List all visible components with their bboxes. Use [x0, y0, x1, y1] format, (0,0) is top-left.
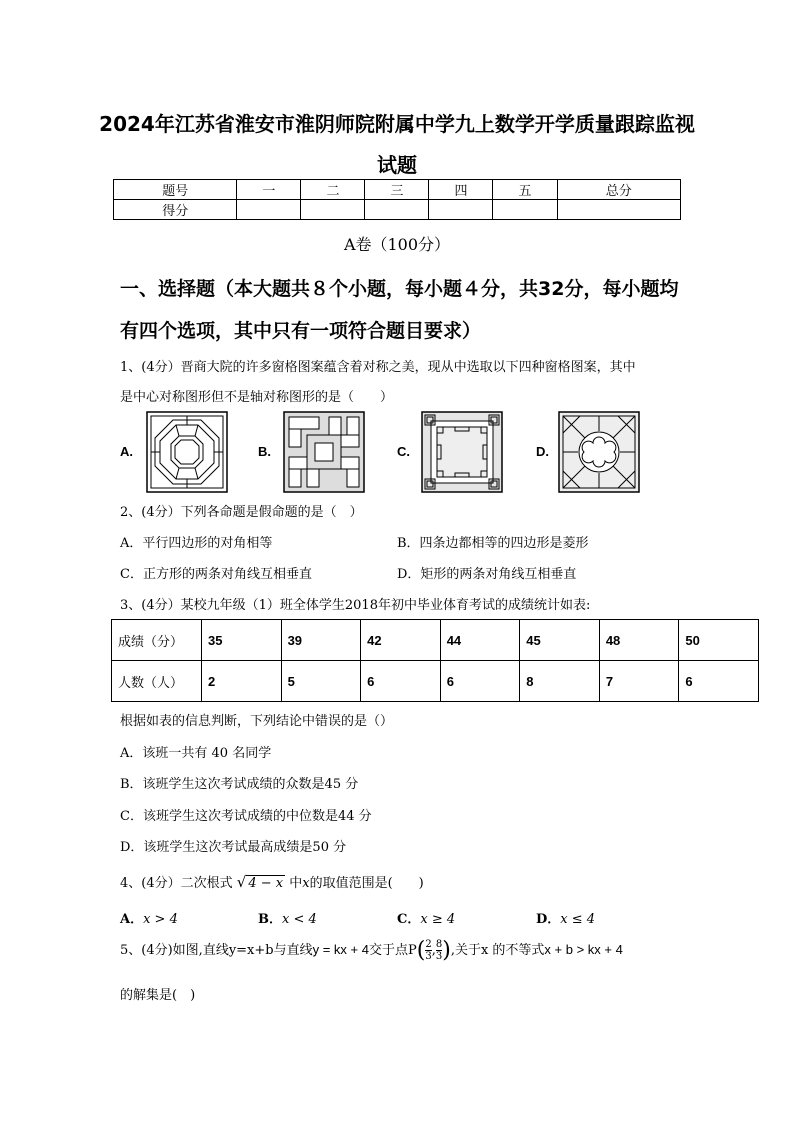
q3-option-d: D．该班学生这次考试最高成绩是50 分: [120, 840, 347, 855]
q4-tail: 的取值范围是( ): [309, 876, 424, 891]
q5-line-equation: y = kx + 4: [312, 942, 369, 957]
q3-count-cell: 5: [281, 661, 361, 702]
q3-count-cell: 6: [440, 661, 520, 702]
q3-score-cell: 42: [361, 620, 441, 661]
score-blank-cell[interactable]: [365, 200, 429, 220]
q2-option-c: C．正方形的两条对角线互相垂直: [120, 567, 312, 582]
score-row-label: 得分: [114, 200, 237, 220]
score-header-row: [114, 180, 681, 200]
section-a-heading: A卷（100分）: [343, 235, 451, 254]
q3-count-cell: 6: [679, 661, 759, 702]
q3-count-cell: 2: [202, 661, 282, 702]
q5-den1: 3: [425, 951, 432, 962]
score-blank-cell[interactable]: [493, 200, 557, 220]
part1-heading-line-1: 一、选择题（本大题共８个小题，每小题４分，共32分，每小题均: [120, 278, 679, 300]
q1-stem-line-1: 1、(4分）晋商大院的许多窗格图案蕴含着对称之美，现从中选取以下四种窗格图案，其中: [120, 360, 636, 375]
q4-option-c: [397, 908, 455, 927]
q5-inequality: x + b > kx + 4: [544, 942, 623, 957]
q4-option-c-label: C．: [397, 912, 421, 927]
q1-option-b-label: B.: [258, 444, 271, 459]
q3-judge: 根据如表的信息判断，下列结论中错误的是（）: [120, 714, 394, 729]
score-blank-cell[interactable]: [301, 200, 365, 220]
score-blank-cell[interactable]: [237, 200, 301, 220]
q3-score-cell: 50: [679, 620, 759, 661]
q5-num2: 8: [435, 939, 443, 950]
q5-den2: 3: [435, 951, 443, 962]
score-header-cell: 总分: [557, 180, 681, 200]
q5-stem: 5、(4分)如图,直线y=x+b与直线y = kx + 4交于点P( $\frac{2}{3}$ , $\frac{8}{3}$ ),关于x 的不等式x + b > kx + 4: [120, 938, 623, 963]
q4-option-a: [120, 908, 178, 927]
q3-score-cell: 48: [599, 620, 679, 661]
q2-option-a: A．平行四边形的对角相等: [120, 536, 273, 551]
q3-score-table: [111, 619, 759, 702]
right-paren-icon: ): [442, 938, 451, 963]
q3-score-cell: 45: [520, 620, 600, 661]
q4-option-d: [536, 908, 595, 927]
q5-mid: 交于点P: [368, 943, 417, 958]
q3-option-c: C．该班学生这次考试成绩的中位数是44 分: [120, 809, 372, 824]
q1-option-d-label: D.: [536, 444, 549, 459]
q3-score-row: [112, 620, 759, 661]
score-header-cell: 四: [429, 180, 493, 200]
fret-border-lattice-figure: [421, 411, 503, 493]
q4-option-d-label: D．: [536, 912, 561, 927]
q3-score-cell: 39: [281, 620, 361, 661]
q3-count-cell: 6: [361, 661, 441, 702]
q4-option-b-label: B．: [258, 912, 282, 927]
quatrefoil-lattice-figure: [558, 411, 640, 493]
q4-stem: [120, 872, 424, 891]
score-table: [113, 179, 681, 220]
sqrt-icon: √: [236, 873, 247, 891]
score-blank-cell[interactable]: [429, 200, 493, 220]
q4-option-b-text: x < 4: [282, 912, 317, 927]
score-header-cell: 五: [493, 180, 557, 200]
score-header-cell: 三: [365, 180, 429, 200]
q2-stem: 2、(4分）下列各命题是假命题的是（ ）: [120, 505, 363, 520]
q3-stem: 3、(4分）某校九年级（1）班全体学生2018年初中毕业体育考试的成绩统计如表:: [120, 598, 591, 613]
q4-suffix: 中: [289, 876, 303, 891]
q1-stem-line-2: 是中心对称图形但不是轴对称图形的是（ ）: [120, 390, 394, 405]
part1-heading-line-2: 有四个选项，其中只有一项符合题目要求）: [120, 320, 482, 342]
score-header-cell: 一: [237, 180, 301, 200]
score-header-cell: 题号: [114, 180, 237, 200]
q4-radicand: 4 − x: [248, 876, 284, 891]
q3-score-cell: 35: [202, 620, 282, 661]
pinwheel-lattice-figure: [283, 411, 365, 493]
q4-option-c-text: x ≥ 4: [420, 912, 456, 927]
title-line-1: 2024年江苏省淮安市淮阴师院附属中学九上数学开学质量跟踪监视: [99, 112, 695, 136]
q1-option-c-label: C.: [397, 444, 410, 459]
score-header-cell: 二: [301, 180, 365, 200]
q3-option-a: A．该班一共有 40 名同学: [120, 746, 272, 761]
q5-num1: 2: [425, 939, 432, 950]
q4-option-b: [258, 908, 317, 927]
q4-option-a-text: x > 4: [143, 912, 178, 927]
q3-count-cell: 8: [520, 661, 600, 702]
q3-score-header: 成绩（分）: [112, 620, 202, 661]
q1-option-a-label: A.: [120, 444, 133, 459]
score-blank-cell[interactable]: [557, 200, 681, 220]
q5-after: ,关于x 的不等式: [450, 943, 545, 958]
score-value-row: [114, 200, 681, 220]
octagon-lattice-figure: [146, 411, 228, 493]
q3-count-cell: 7: [599, 661, 679, 702]
q4-prefix: 4、(4分）二次根式: [120, 876, 233, 891]
q3-count-header: 人数（人）: [112, 661, 202, 702]
q3-option-b: B．该班学生这次考试成绩的众数是45 分: [120, 777, 359, 792]
q5-line-2: 的解集是( ): [120, 988, 196, 1003]
q3-count-row: [112, 661, 759, 702]
q2-option-d: D．矩形的两条对角线互相垂直: [397, 567, 577, 582]
q4-option-a-label: A．: [120, 912, 144, 927]
q5-prefix: 5、(4分)如图,直线y=x+b与直线: [120, 943, 313, 958]
left-paren-icon: (: [416, 938, 426, 963]
q4-variable: x: [302, 876, 310, 891]
q2-option-b: B．四条边都相等的四边形是菱形: [397, 536, 589, 551]
q5-fraction-x: [425, 939, 431, 962]
q4-option-d-text: x ≤ 4: [560, 912, 596, 927]
title-line-2: 试题: [377, 153, 417, 177]
q3-score-cell: 44: [440, 620, 520, 661]
